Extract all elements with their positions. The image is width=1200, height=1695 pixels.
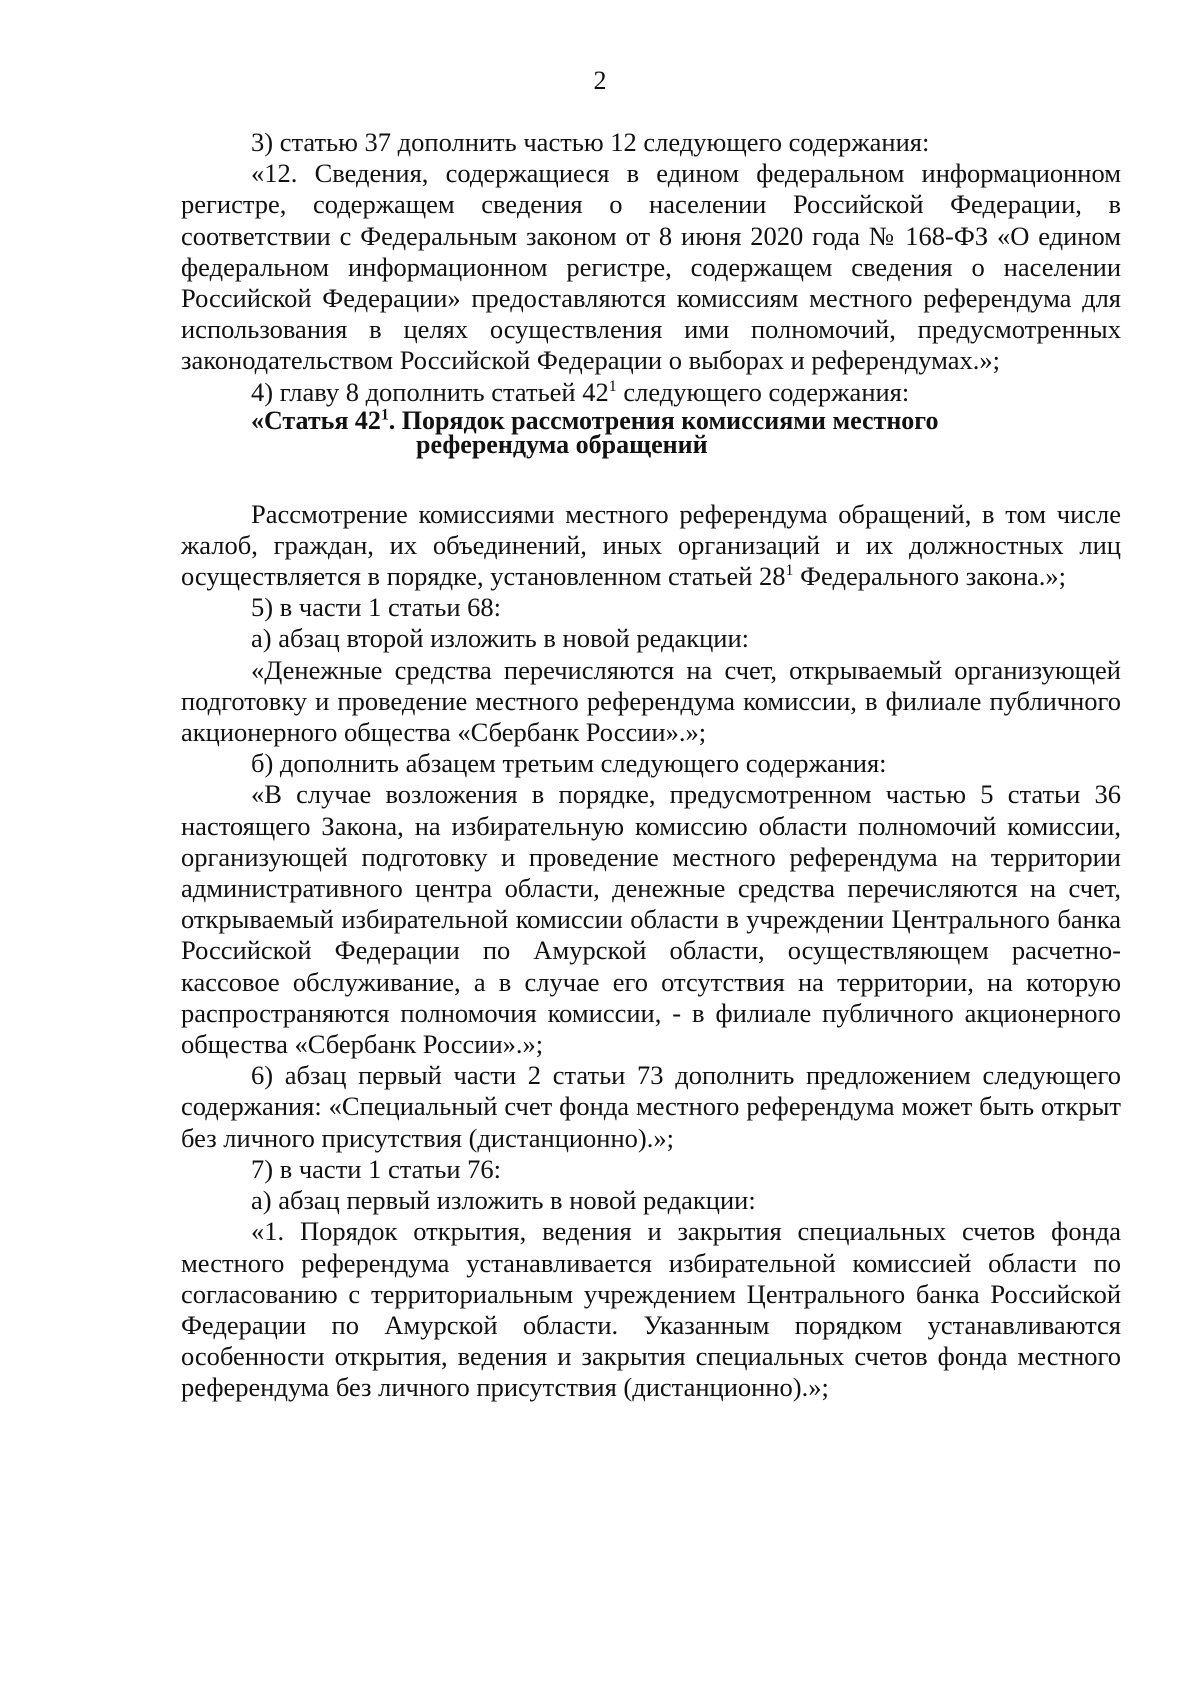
item-6-text: 6) абзац первый части 2 статьи 73 дополнить предложением следующего содержания: «Специальный счет фонда местного референдума может быть открыт без личного присутствия (дистанционно).»; [181,1060,1121,1153]
item-5b-quote: «В случае возложения в порядке, предусмотренном частью 5 статьи 36 настоящего Закона, на избирательную комиссию области полномочий комиссии, организующей подготовку и проведение местного референдума на территории административного центра области, денежные средства перечисляются на счет, открываемый избирательной комиссии области в учреждении Центрального банка Российской Федерации по Амурской области, осуществляющем расчетно-кассовое обслуживание, а в случае его отсутствия на территории, на которую распространяются полномочия комиссии, - в филиале публичного акционерного общества «Сбербанк России».»; [181,779,1121,1060]
article-paragraph [181,499,1121,593]
article-paragraph-text: Рассмотрение комиссиями местного референдума обращений, в том числе жалоб, граждан, их объединений, иных организаций и их должностных лиц осуществляется в порядке, установленном статьей 28 [181,498,1121,592]
item-5-intro: 5) в части 1 статьи 68: [251,592,502,623]
item-3-quote: «12. Сведения, содержащиеся в едином федеральном информационном регистре, содержащем сведения о населении Российской Федерации, в соответствии с Федеральным законом от 8 июня 2020 года № 168-ФЗ «О едином федеральном информационном регистре, содержащем сведения о населении Российской Федерации» предоставляются комиссиям местного референдума для использования в целях осуществления ими полномочий, предусмотренных законодательством Российской Федерации о выборах и референдумах.»; [181,158,1121,376]
item-4-intro [181,377,1121,407]
item-3-intro: 3) статью 37 дополнить частью 12 следующего содержания: [251,127,930,157]
item-4-intro-superscript: 1 [608,377,617,395]
article-paragraph-tail: Федерального закона.»; [793,561,1066,592]
item-7-intro: 7) в части 1 статьи 76: [251,1153,502,1184]
article-heading-line-1: . Порядок рассмотрения комиссиями местного [388,405,939,435]
page-number: 2 [593,66,607,95]
article-heading-prefix: «Статья 42 [251,405,381,435]
article-paragraph-superscript: 1 [785,562,794,580]
item-7a-quote: «1. Порядок открытия, ведения и закрытия специальных счетов фонда местного референдума устанавливается избирательной комиссией области по согласованию с территориальным учреждением Центрального банка Российской Федерации по Амурской области. Указанным порядком устанавливаются особенности открытия, ведения и закрытия специальных счетов фонда местного референдума без личного присутствия (дистанционно).»; [181,1216,1121,1403]
article-heading [181,405,1121,459]
article-heading-line-2: референдума обращений [416,429,708,459]
item-7a-intro: а) абзац первый изложить в новой редакции: [251,1185,756,1216]
heading-spacer [181,457,1121,499]
item-5a-intro: а) абзац второй изложить в новой редакции: [251,623,750,654]
item-4-intro-tail: следующего содержания: [616,376,910,407]
item-5b-intro: б) дополнить абзацем третьим следующего содержания: [251,748,887,779]
item-5a-quote: «Денежные средства перечисляются на счет, открываемый организующей подготовку и проведение местного референдума комиссии, в филиале публичного акционерного общества «Сбербанк России».»; [181,654,1121,748]
article-heading-superscript: 1 [380,405,389,423]
document-body [181,127,1121,1404]
item-4-intro-text: 4) главу 8 дополнить статьей 42 [251,376,609,407]
